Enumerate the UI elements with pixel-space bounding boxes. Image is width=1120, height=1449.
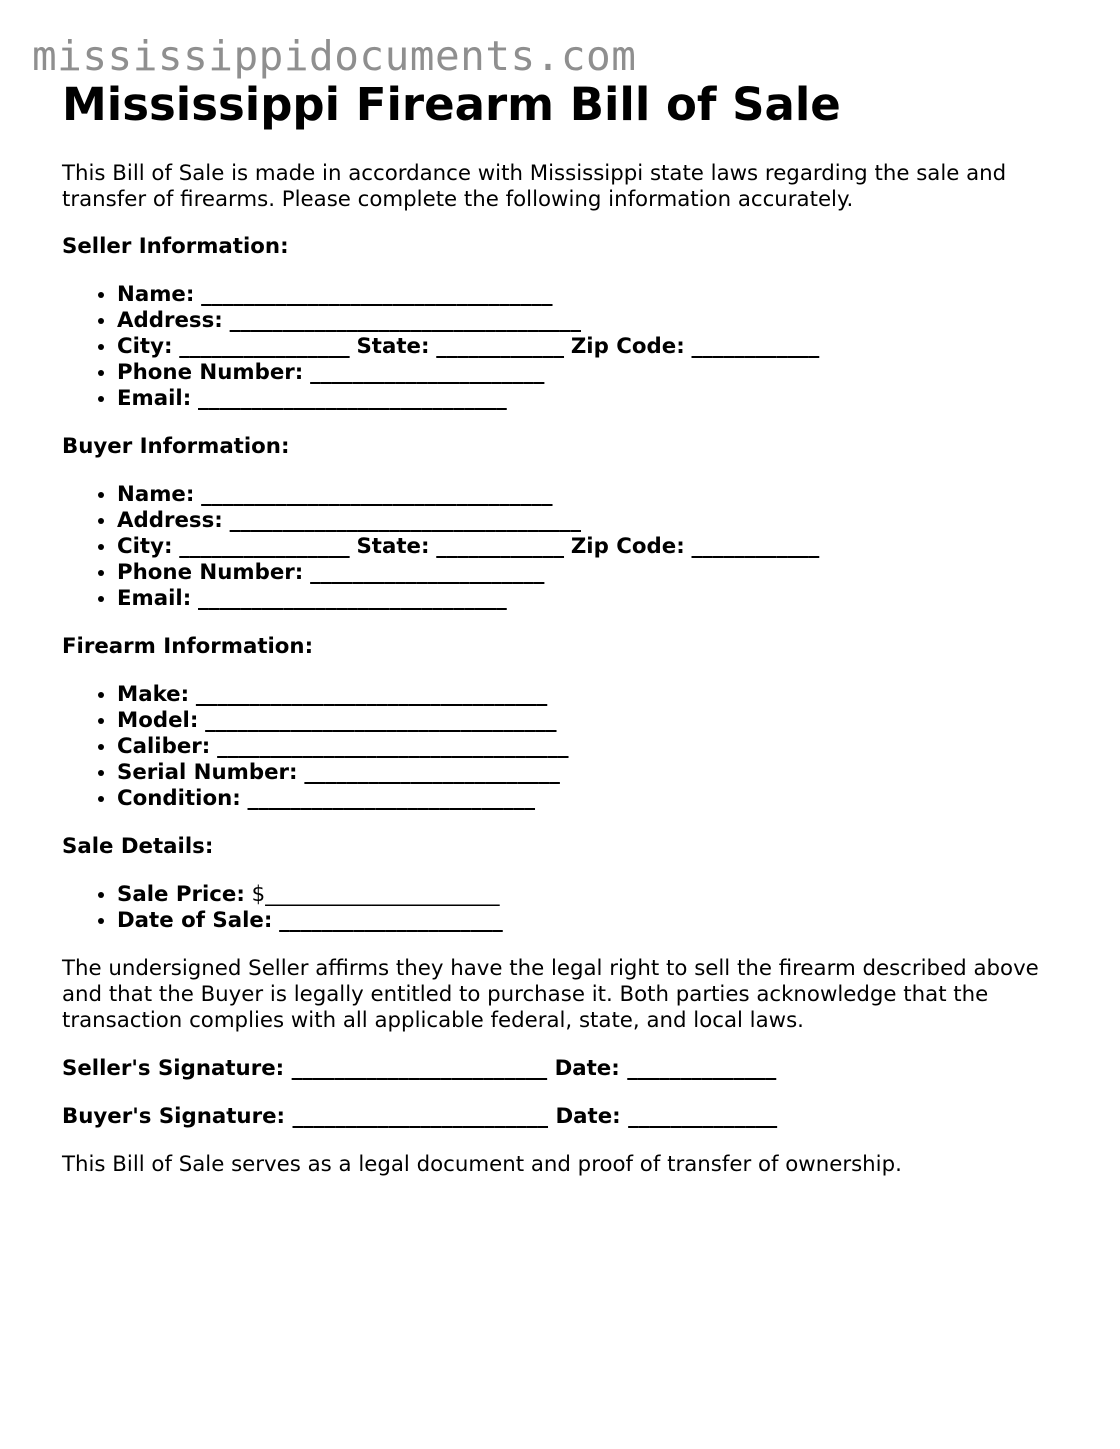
seller-heading: Seller Information: <box>62 234 289 259</box>
sale-date-label: Date of Sale: <box>117 908 273 933</box>
seller-phone-field <box>117 360 1062 386</box>
buyer-email-label: Email: <box>117 586 192 611</box>
sale-price-field <box>117 882 1062 908</box>
buyer-state-label: State: <box>356 534 430 559</box>
buyer-phone-field <box>117 560 1062 586</box>
buyer-name-field <box>117 482 1062 508</box>
page-title: Mississippi Firearm Bill of Sale <box>62 78 841 131</box>
seller-date-label: Date: <box>554 1056 620 1081</box>
firearm-heading: Firearm Information: <box>62 634 314 659</box>
seller-city-blank[interactable]: ________________ <box>179 334 350 359</box>
seller-location-field <box>117 334 1062 360</box>
buyer-date-blank[interactable]: ______________ <box>628 1104 778 1129</box>
buyer-email-field <box>117 586 1062 612</box>
firearm-caliber-blank[interactable]: _________________________________ <box>217 734 569 759</box>
seller-state-label: State: <box>356 334 430 359</box>
buyer-phone-label: Phone Number: <box>117 560 304 585</box>
firearm-make-blank[interactable]: _________________________________ <box>195 682 548 707</box>
intro-paragraph: This Bill of Sale is made in accordance with Mississippi state laws regarding the sale and transfer of firearms. Please complete the following information accurately. <box>62 161 1007 212</box>
seller-state-blank[interactable]: ____________ <box>436 334 565 359</box>
firearm-model-blank[interactable]: _________________________________ <box>205 708 557 733</box>
buyer-signature-line <box>62 1104 1062 1130</box>
buyer-state-blank[interactable]: ____________ <box>436 534 565 559</box>
seller-address-blank[interactable]: _________________________________ <box>229 308 581 333</box>
seller-name-blank[interactable]: _________________________________ <box>201 282 553 307</box>
buyer-name-label: Name: <box>117 482 195 507</box>
firearm-serial-label: Serial Number: <box>117 760 298 785</box>
buyer-fields <box>62 482 1062 612</box>
closing-paragraph: This Bill of Sale serves as a legal document and proof of transfer of ownership. <box>62 1152 902 1177</box>
firearm-serial-blank[interactable]: ________________________ <box>304 760 560 785</box>
seller-date-blank[interactable]: ______________ <box>627 1056 777 1081</box>
seller-zip-blank[interactable]: ____________ <box>691 334 820 359</box>
firearm-model-label: Model: <box>117 708 199 733</box>
seller-city-label: City: <box>117 334 173 359</box>
buyer-address-label: Address: <box>117 508 223 533</box>
buyer-zip-label: Zip Code: <box>570 534 685 559</box>
buyer-signature-blank[interactable]: ________________________ <box>292 1104 549 1129</box>
sale-price-label: Sale Price: <box>117 882 245 907</box>
buyer-phone-blank[interactable]: ______________________ <box>310 560 545 585</box>
buyer-email-blank[interactable]: _____________________________ <box>198 586 507 611</box>
firearm-model-field <box>117 708 1062 734</box>
buyer-city-label: City: <box>117 534 173 559</box>
seller-email-label: Email: <box>117 386 192 411</box>
seller-signature-line <box>62 1056 1062 1082</box>
firearm-serial-field <box>117 760 1062 786</box>
firearm-make-field <box>117 682 1062 708</box>
watermark: mississippidocuments.com <box>32 32 637 80</box>
sale-date-field <box>117 908 1062 934</box>
firearm-condition-label: Condition: <box>117 786 241 811</box>
seller-phone-label: Phone Number: <box>117 360 304 385</box>
affirmation-paragraph: The undersigned Seller affirms they have the legal right to sell the firearm described above and that the Buyer is legally entitled to purchase it. Both parties acknowledge that the transaction complies with all applicable federal, state, and local laws. <box>62 956 1039 1033</box>
buyer-location-field <box>117 534 1062 560</box>
firearm-fields <box>62 682 1062 812</box>
buyer-signature-label: Buyer's Signature: <box>62 1104 286 1129</box>
seller-fields <box>62 282 1062 412</box>
buyer-address-blank[interactable]: _________________________________ <box>229 508 581 533</box>
seller-address-field <box>117 308 1062 334</box>
firearm-caliber-field <box>117 734 1062 760</box>
firearm-condition-field <box>117 786 1062 812</box>
buyer-date-label: Date: <box>555 1104 621 1129</box>
firearm-condition-blank[interactable]: ___________________________ <box>247 786 536 811</box>
seller-signature-blank[interactable]: ________________________ <box>291 1056 548 1081</box>
buyer-heading: Buyer Information: <box>62 434 290 459</box>
seller-zip-label: Zip Code: <box>570 334 685 359</box>
seller-email-field <box>117 386 1062 412</box>
sale-heading: Sale Details: <box>62 834 214 859</box>
buyer-name-blank[interactable]: _________________________________ <box>201 482 553 507</box>
seller-address-label: Address: <box>117 308 223 333</box>
buyer-city-blank[interactable]: ________________ <box>179 534 350 559</box>
seller-email-blank[interactable]: _____________________________ <box>198 386 507 411</box>
seller-phone-blank[interactable]: ______________________ <box>310 360 545 385</box>
buyer-address-field <box>117 508 1062 534</box>
sale-date-blank[interactable]: _____________________ <box>279 908 503 933</box>
sale-fields <box>62 882 1062 934</box>
firearm-make-label: Make: <box>117 682 190 707</box>
document-body <box>62 161 1062 1178</box>
sale-price-blank[interactable]: $______________________ <box>251 882 500 907</box>
buyer-zip-blank[interactable]: ____________ <box>691 534 820 559</box>
firearm-caliber-label: Caliber: <box>117 734 211 759</box>
seller-signature-label: Seller's Signature: <box>62 1056 285 1081</box>
seller-name-label: Name: <box>117 282 195 307</box>
seller-name-field <box>117 282 1062 308</box>
